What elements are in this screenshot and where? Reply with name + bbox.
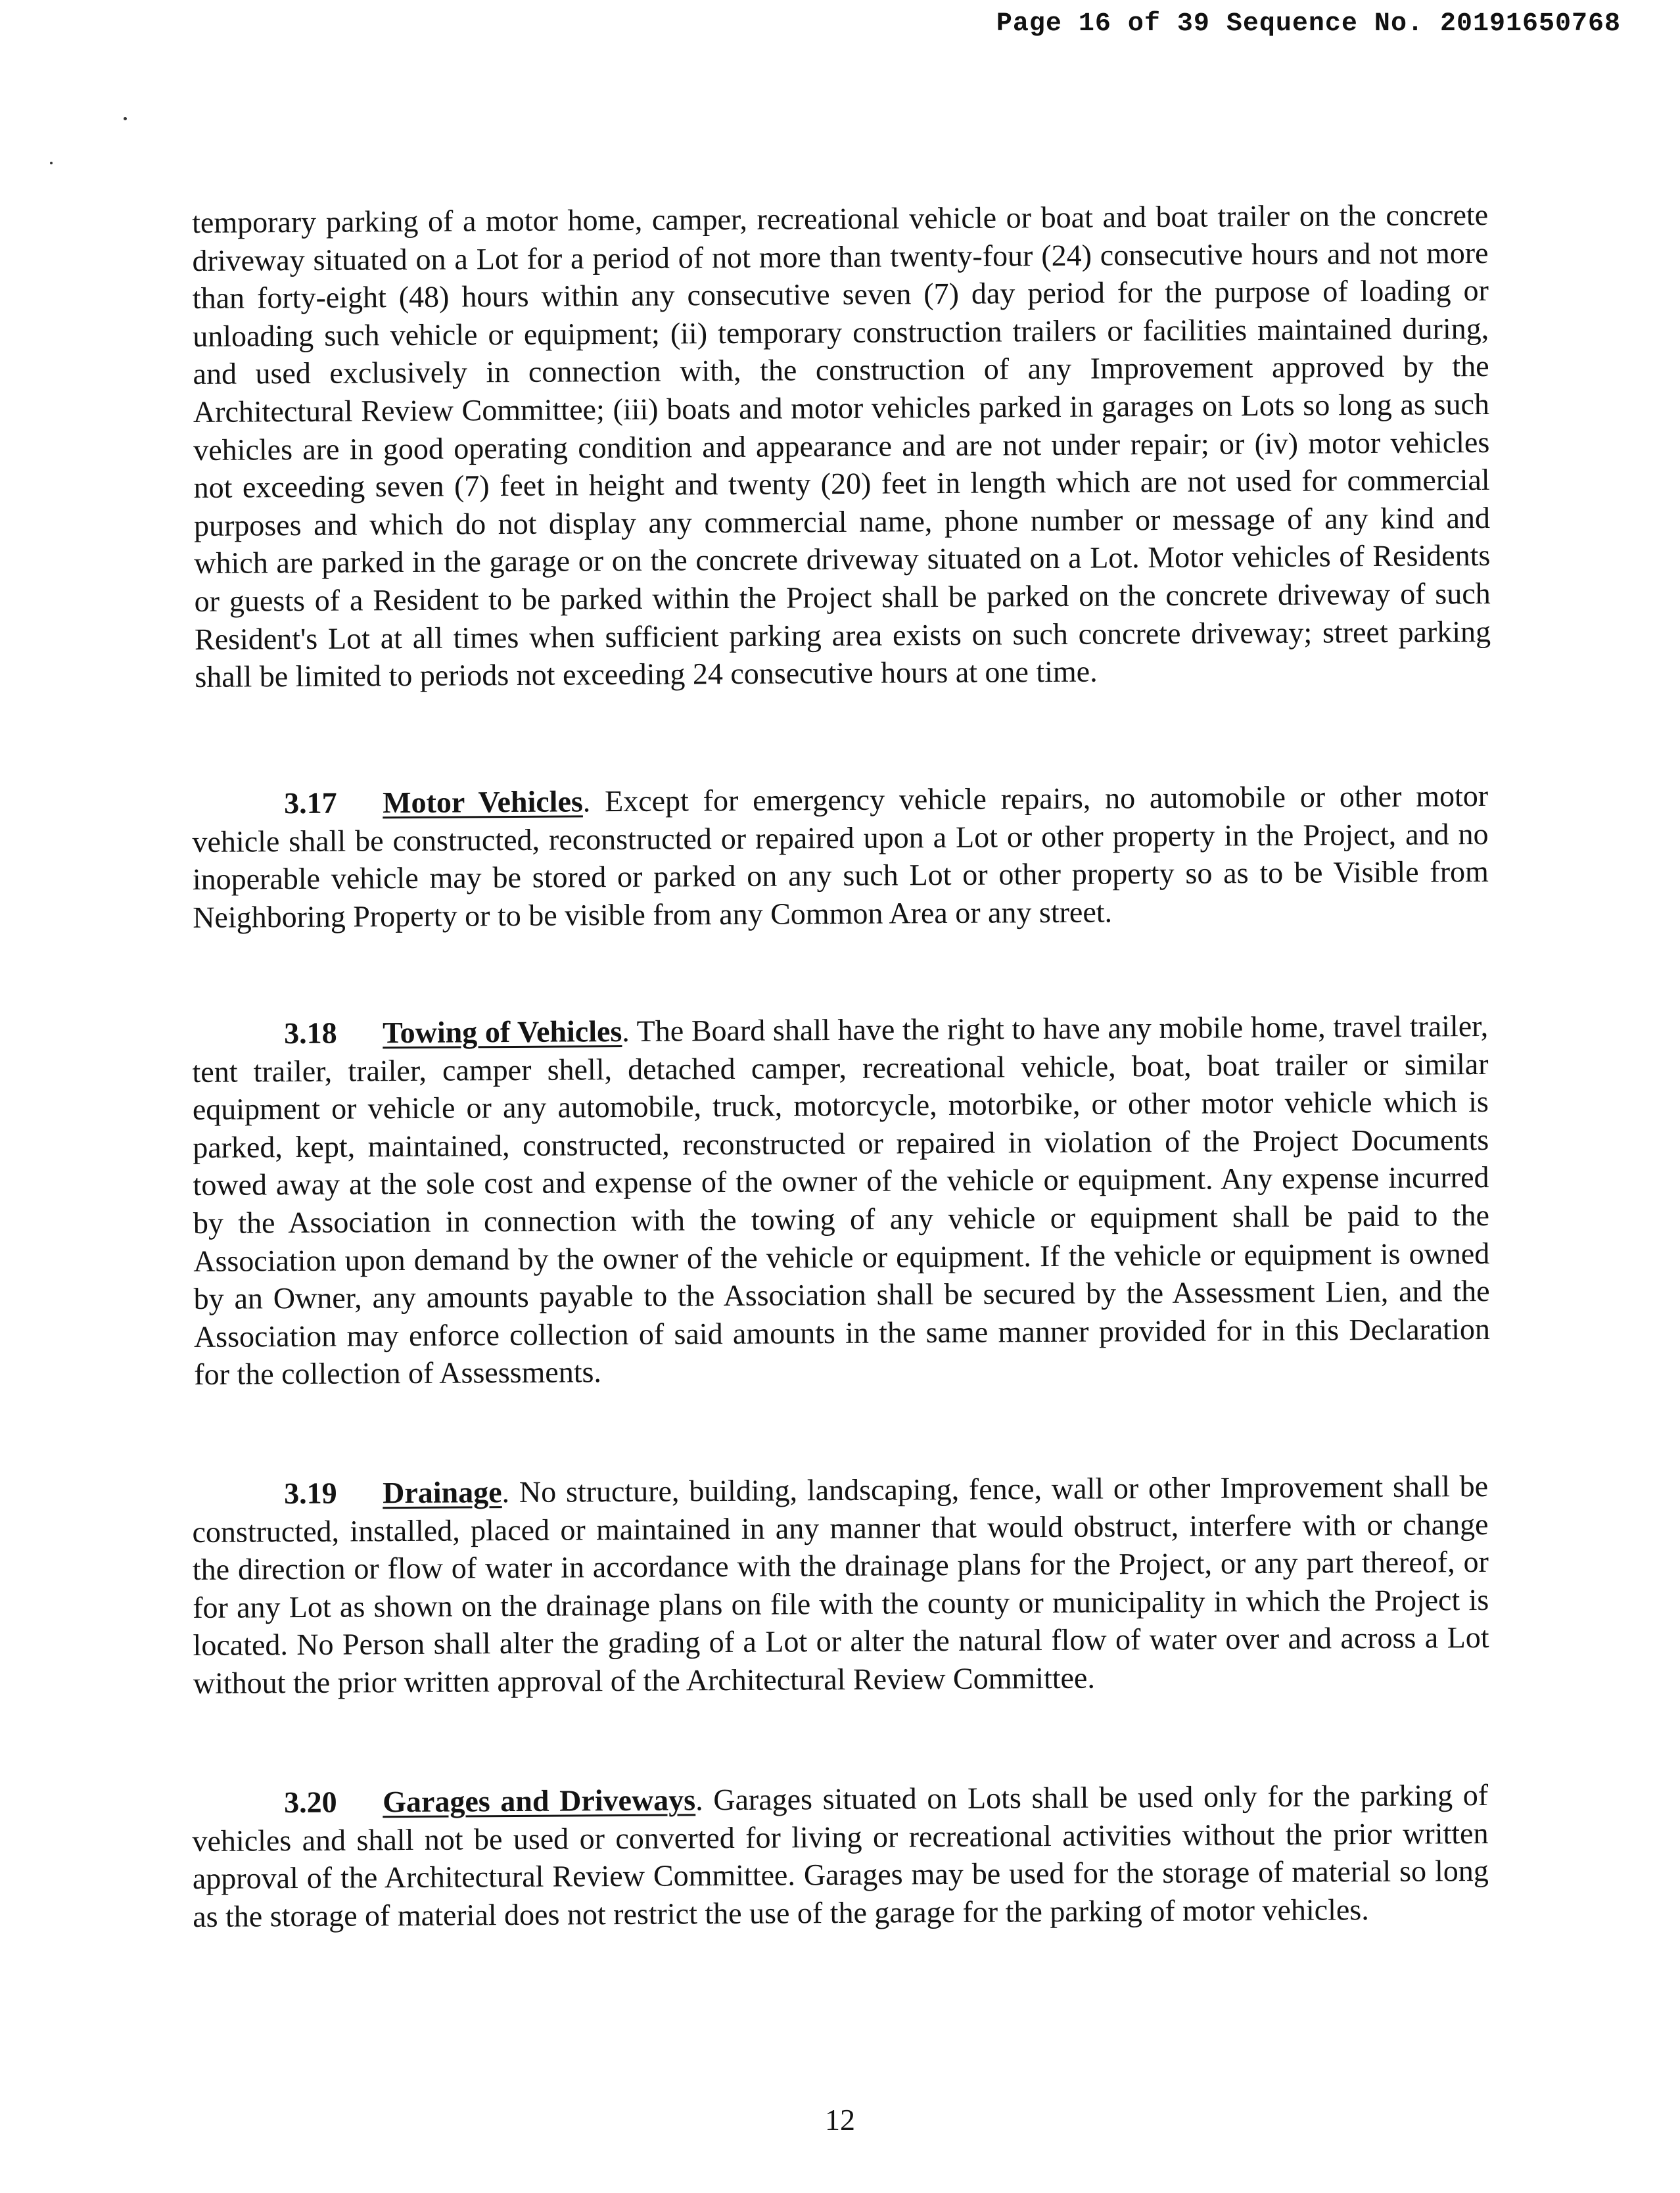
paragraph-text: temporary parking of a motor home, camper, recreational vehicle or boat and boat trailer on the concrete driveway situated on a Lot for a period of not more than twenty-four (24) consecutive hours and not more than forty-eight (48) hours within any consecutive seven (7) day period for the purpose of loading or unloading such vehicle or equipment; (ii) temporary construction trailers or facilities maintained during, and used exclusively in connection with, the construction of any Improvement approved by the Architectural Review Committee; (iii) boats and motor vehicles parked in garages on Lots so long as such vehicles are in good operating condition and appearance and are not under repair; or (iv) motor vehicles not exceeding seven (7) feet in height and twenty (20) feet in length which are not used for commercial purposes and which do not display any commercial name, phone number or message of any kind and which are parked in the garage or on the concrete driveway situated on a Lot. Motor vehicles of Residents or guests of a Resident to be parked within the Project shall be parked on the concrete driveway of such Resident's Lot at all times when sufficient parking area exists on such concrete driveway; street parking shall be limited to periods not exceeding 24 consecutive hours at one time. xyxy=(192,197,1491,694)
section-number: 3.19 xyxy=(284,1476,337,1511)
scan-speck xyxy=(50,162,53,164)
continued-paragraph xyxy=(192,196,1491,696)
section-3-19 xyxy=(192,1467,1489,1703)
section-number: 3.18 xyxy=(284,1016,337,1050)
section-text: . The Board shall have the right to have any mobile home, travel trailer, tent trailer, trailer, camper shell, detached camper, recreational vehicle, boat, boat trailer or similar equipment or vehicle or any automobile, truck, motorcycle, motorbike, or other motor vehicle which is parked, kept, maintained, constructed, reconstructed or repaired in violation of the Project Documents towed away at the sole cost and expense of the owner of the vehicle or equipment. Any expense incurred by the Association in connection with the towing of any vehicle or equipment shall be paid to the Association upon demand by the owner of the vehicle or equipment. If the vehicle or equipment is owned by an Owner, any amounts payable to the Association shall be secured by the Assessment Lien, and the Association may enforce collection of said amounts in the same manner provided for in this Declaration for the collection of Assessments. xyxy=(192,1008,1491,1392)
page-number: 12 xyxy=(825,2103,855,2136)
section-3-17 xyxy=(192,777,1489,936)
section-title: Motor Vehicles xyxy=(383,784,583,820)
section-text: . Garages situated on Lots shall be used only for the parking of vehicles and shall not be used or converted for living or recreational activities without the prior written approval of the Architectural Review Committee. Garages may be used for the storage of material so long as the storage of material does not restrict the use of the garage for the parking of motor vehicles. xyxy=(192,1778,1489,1933)
scan-speck xyxy=(124,117,127,120)
section-number: 3.17 xyxy=(284,786,337,820)
section-title: Garages and Driveways xyxy=(383,1783,696,1819)
section-title: Drainage xyxy=(383,1475,502,1510)
section-title: Towing of Vehicles xyxy=(383,1014,622,1050)
section-3-20 xyxy=(192,1776,1489,1935)
section-3-18 xyxy=(192,1007,1490,1394)
section-number: 3.20 xyxy=(284,1785,337,1820)
section-text: . No structure, building, landscaping, fence, wall or other Improvement shall be constructed, installed, placed or maintained in any manner that would obstruct, interfere with or change the direction or flow of water in accordance with the drainage plans for the Project, or any part thereof, or for any Lot as shown on the drainage plans on file with the county or municipality in which the Project is located. No Person shall alter the grading of a Lot or alter the natural flow of water over and across a Lot without the prior written approval of the Architectural Review Committee. xyxy=(192,1469,1489,1700)
page-sequence-header: Page 16 of 39 Sequence No. 20191650768 xyxy=(996,9,1621,39)
section-text: . Except for emergency vehicle repairs, no automobile or other motor vehicle shall be constructed, reconstructed or repaired upon a Lot or other property in the Project, and no inoperable vehicle may be stored or parked on any such Lot or other property so as to be Visible from Neighboring Property or to be visible from any Common Area or any street. xyxy=(192,778,1489,934)
